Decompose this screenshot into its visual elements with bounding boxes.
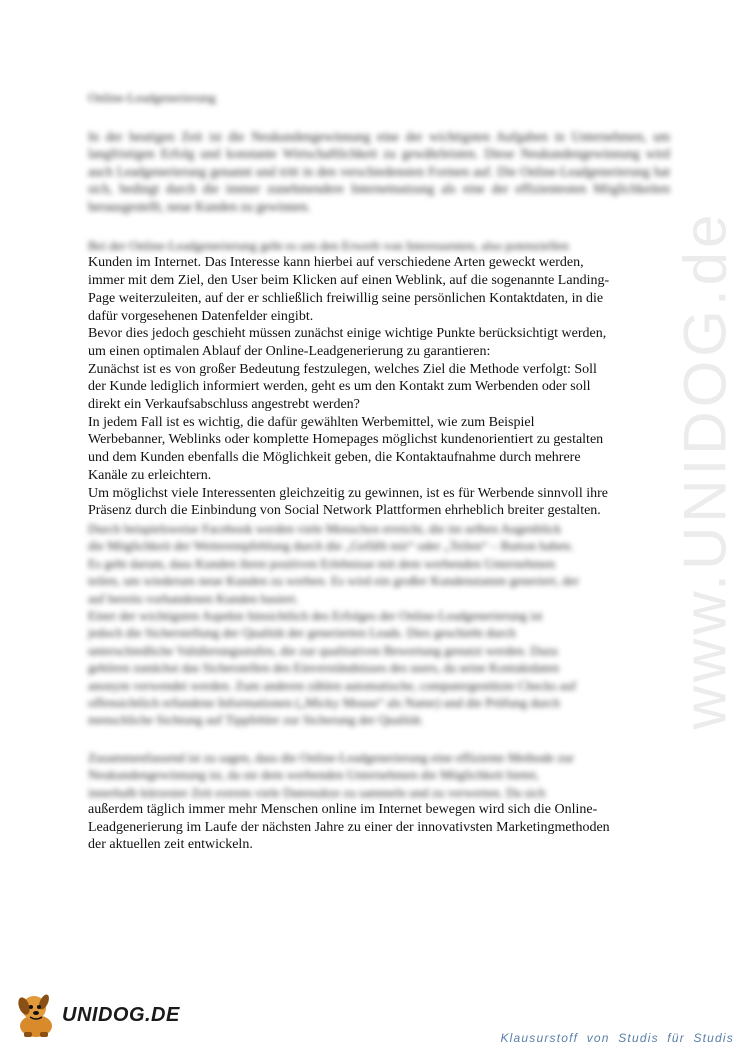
logo-text: UNIDOG.DE: [62, 1004, 180, 1026]
text-line: Kanäle zu erleichtern.: [88, 467, 212, 483]
text-line-blurred: gehören zunächst das Sicherstellen des Einverständnisses des users, da seine Kontaktdaten: [88, 660, 560, 676]
text-line: Um möglichst viele Interessenten gleichzeitig zu gewinnen, ist es für Werbende sinnvoll ihre: [88, 485, 608, 501]
text-line-blurred: auf bereits vorhandenen Kunden basiert.: [88, 590, 299, 606]
text-line: dafür vorgesehenen Datenfelder eingibt.: [88, 308, 314, 324]
text-line: Zunächst ist es von großer Bedeutung festzulegen, welches Ziel die Methode verfolgt: Soll: [88, 361, 597, 377]
text-line: Kunden im Internet. Das Interesse kann hierbei auf verschiedene Arten geweckt werden,: [88, 255, 584, 271]
text-line: Werbebanner, Weblinks oder komplette Homepages möglichst kundenorientiert zu gestalten: [88, 432, 604, 448]
text-line-blurred: innerhalb kürzester Zeit extrem viele Datensätze zu sammeln und zu verwerten. Da sich: [88, 784, 546, 800]
text-line-blurred: Es geht darum, dass Kunden ihren positiven Erlebnisse mit dem werbenden Unternehmen: [88, 555, 556, 571]
text-line: Leadgenerierung im Laufe der nächsten Jahre zu einer der innovativsten Marketingmethoden: [88, 819, 610, 835]
text-line-blurred: Durch beispielsweise Facebook werden viele Menschen erreicht, die im selben Augenblick: [88, 520, 562, 536]
text-line-blurred: anonym verwendet werden. Zum anderen zählen automatische, computergestützte Checks auf: [88, 677, 577, 693]
text-line: direkt ein Verkaufsabschluss angestrebt werden?: [88, 397, 360, 413]
text-line: um einen optimalen Ablauf der Online-Leadgenerierung zu garantieren:: [88, 343, 491, 359]
text-line-blurred: Neukundengewinnung ist, da sie dem werbenden Unternehmen die Möglichkeit bietet,: [88, 767, 539, 783]
document-title: Online-Leadgenerierung: [88, 90, 216, 105]
text-line-blurred: jedoch die Sicherstellung der Qualität der generierten Leads. Dies geschieht durch: [88, 625, 516, 641]
unidog-logo[interactable]: [12, 990, 212, 1045]
document-page: www.UNIDOG.de Online-Leadgenerierung In der heutigen Zeit ist die Neukundengewinnung eine der wichtigsten Aufgaben in Unternehmen, um langfristigen Erfolg und konstante Wirtschaftlichkeit zu gewährleisten. Diese Neukundengewinnung wird auch Leadgenerierung genannt und tritt in den verschiedensten Formen auf. Die Online-Leadgenerierung hat sich, bedingt durch die immer zunehmendere Internetnutzung als eine der effizientesten Möglichkeiten herausgestellt, neue Kunden zu gewinnen. Bei der Online-Leadgenerierung geht es um den Erwerb von Interessenten, also potenziellen Kunden im Internet. Das Interesse kann hierbei auf verschiedene Arten geweckt werden, immer mit dem Ziel, den User beim Klicken auf einen Weblink, auf die sogenannte Landing- Page weiterzuleiten, auf der er schließlich freiwillig seine persönlichen Kontaktdaten, in die dafür vorgesehenen Datenfelder eingibt. Bevor dies jedoch geschieht müssen zunächst einige wichtige Punkte berücksichtigt werden, um einen optimalen Ablauf der Online-Leadgenerierung zu garantieren: Zunächst ist es von großer Bedeutung festzulegen, welches Ziel die Methode verfolgt: Soll der Kunde lediglich informiert werden, geht es um den Kontakt zum Werbenden oder soll direkt ein Verkaufsabschluss angestrebt werden? In jedem Fall ist es wichtig, die dafür gewählten Werbemittel, wie zum Beispiel Werbebanner, Weblinks oder komplette Homepages möglichst kundenorientiert zu gestalten und dem Kunden ebenfalls die Möglichkeit geben, die Kontaktaufnahme durch mehrere Kanäle zu erleichtern. Um möglichst viele Interessenten gleichzeitig zu gewinnen, ist es für Werbende sinnvoll ihre Präsenz durch die Einbindung von Social Network Plattformen ehrheblich breiter gestalten. Durch beispielsweise Facebook werden viele Menschen erreicht, die im selben Augenblick die Möglichkeit der Weiterempfehlung durch die „Gefällt mir“ oder „Teilen“ – Button haben. Es geht darum, dass Kunden ihren positiven Erlebnisse mit dem werbenden Unternehmen teilen, um wiederum neue Kunden zu werben. Es wird ein großer Kundenstamm generiert, der auf bereits vorhandenen Kunden basiert. Einer der wichtigsten Aspekte hinsichtlich des Erfolges der Online-Leadgenerierung ist jedoch die Sicherstellung der Qualität der generierten Leads. Dies geschieht durch unterschiedliche Validierungsstufen, die zur qualitativen Bewertung genutzt werden. Dazu gehören zunächst das Sicherstellen des Einverständnisses des users, da seine Kontaktdaten anonym verwendet werden. Zum anderen zählen automatische, computergestützte Checks auf offensichtlich erfundene Informationen („Micky Mouse“ als Name) und die Prüfung durch menschliche Sichtung auf Tippfehler zur Sicherung der Qualität. Zusammenfassend ist zu sagen, dass die Online-Leadgenerierung eine effiziente Methode zur Neukundengewinnung ist, da sie dem werbenden Unternehmen die Möglichkeit bietet, innerhalb kürzester Zeit extrem viele Datensätze zu sammeln und zu verwerten. Da sich außerdem täglich immer mehr Menschen online im Internet bewegen wird sich die Online- Leadgenerierung im Laufe der nächsten Jahre zu einer der innovativsten Marketingmethoden der aktuellen zeit entwickeln. UNIDOG.DE Klausurstoff von Studis für Studis: [0, 0, 750, 1060]
paragraph-main: [88, 237, 670, 729]
text-line: außerdem täglich immer mehr Menschen online im Internet bewegen wird sich die Online-: [88, 802, 598, 818]
text-line: Bevor dies jedoch geschieht müssen zunächst einige wichtige Punkte berücksichtigt werden,: [88, 326, 607, 342]
text-line-blurred: die Möglichkeit der Weiterempfehlung durch die „Gefällt mir“ oder „Teilen“ – Button haben.: [88, 538, 574, 554]
text-line-blurred: Bei der Online-Leadgenerierung geht es um den Erwerb von Interessenten, also potenziellen: [88, 238, 569, 254]
text-line: immer mit dem Ziel, den User beim Klicken auf einen Weblink, auf die sogenannte Landing-: [88, 273, 610, 289]
text-line-blurred: teilen, um wiederum neue Kunden zu werben. Es wird ein großer Kundenstamm generiert, der: [88, 573, 579, 589]
text-line: und dem Kunden ebenfalls die Möglichkeit geben, die Kontaktaufnahme durch mehrere: [88, 450, 581, 466]
text-line-blurred: unterschiedliche Validierungsstufen, die zur qualitativen Bewertung genutzt werden. Dazu: [88, 642, 558, 658]
text-line: der aktuellen zeit entwickeln.: [88, 837, 253, 853]
text-line: Präsenz durch die Einbindung von Social Network Plattformen ehrheblich breiter gestalten.: [88, 503, 601, 519]
text-line: In jedem Fall ist es wichtig, die dafür gewählten Werbemittel, wie zum Beispiel: [88, 414, 535, 430]
text-line: der Kunde lediglich informiert werden, geht es um den Kontakt zum Werbenden oder soll: [88, 379, 591, 395]
dog-mascot-icon: [12, 990, 60, 1040]
text-line-blurred: Einer der wichtigsten Aspekte hinsichtlich des Erfolges der Online-Leadgenerierung ist: [88, 608, 543, 624]
text-line: Page weiterzuleiten, auf der er schließlich freiwillig seine persönlichen Kontaktdaten, in die: [88, 290, 604, 306]
footer-tagline: Klausurstoff von Studis für Studis: [500, 1031, 734, 1045]
paragraph-intro: In der heutigen Zeit ist die Neukundengewinnung eine der wichtigsten Aufgaben in Unternehmen, um langfristigen Erfolg und konstante Wirtschaftlichkeit zu gewährleisten. Diese Neukundengewinnung wird auch Leadgenerierung genannt und tritt in den verschiedensten Formen auf. Die Online-Leadgenerierung hat sich, bedingt durch die immer zunehmendere Internetnutzung als eine der effizientesten Möglichkeiten herausgestellt, neue Kunden zu gewinnen.: [88, 129, 670, 214]
text-line-blurred: Zusammenfassend ist zu sagen, dass die Online-Leadgenerierung eine effiziente Methode zur: [88, 749, 574, 765]
paragraph-conclusion: [88, 749, 670, 854]
document-content: [88, 90, 670, 854]
text-line-blurred: menschliche Sichtung auf Tippfehler zur Sicherung der Qualität.: [88, 712, 424, 728]
text-line-blurred: offensichtlich erfundene Informationen („Micky Mouse“ als Name) und die Prüfung durch: [88, 695, 560, 711]
